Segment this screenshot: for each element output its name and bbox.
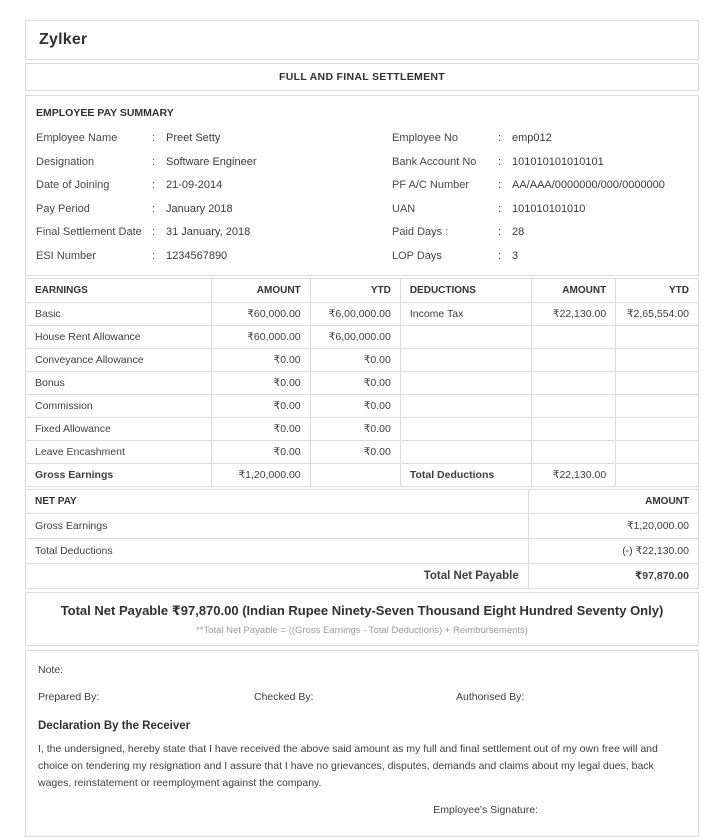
deduction-ytd [616,395,699,418]
field-value: 1234567890 [166,249,228,262]
field-label: Pay Period [36,202,90,215]
table-row [26,441,699,464]
table-row [26,372,699,395]
earning-ytd: ₹6,00,000.00 [310,326,400,349]
field-value: 28 [512,226,525,238]
field-separator [498,203,512,216]
net-pay-header-row [26,490,699,514]
net-pay-item-label: Total Deductions [26,539,529,564]
company-header [25,20,699,60]
field-label: Employee Name [36,132,118,144]
summary-row-uan [392,203,688,216]
summary-row-pf-ac-number [392,179,688,192]
field-separator [498,179,512,192]
earning-amount: ₹0.00 [211,395,310,418]
summary-row-esi-number [36,250,362,263]
summary-row-employee-name [36,132,362,145]
table-totals-row [26,464,699,487]
table-row [26,326,699,349]
net-pay-row [26,539,699,564]
pay-summary-columns [36,132,688,273]
gross-earnings-label: Gross Earnings [26,464,212,487]
deduction-amount [532,372,616,395]
deductions-ytd-header: YTD [616,279,699,303]
earning-ytd: ₹0.00 [310,349,400,372]
net-pay-row [26,514,699,539]
field-label: ESI Number [36,249,96,262]
prepared-by-label: Prepared By: [38,691,100,703]
note-label: Note: [38,664,64,676]
deduction-name: Income Tax [400,303,531,326]
field-value: emp012 [512,132,552,144]
net-pay-header: NET PAY [26,490,529,514]
earning-amount: ₹0.00 [211,418,310,441]
summary-row-lop-days [392,250,688,263]
deduction-ytd [616,418,699,441]
field-separator [152,156,166,169]
field-separator [152,179,166,192]
summary-row-designation [36,156,362,169]
total-net-payable-label: Total Net Payable [26,564,529,589]
gross-earnings-amount: ₹1,20,000.00 [211,464,310,487]
deduction-name [400,418,531,441]
earning-ytd: ₹0.00 [310,372,400,395]
total-deductions-ytd [616,464,699,487]
net-pay-total-row [26,564,699,589]
summary-row-date-of-joining [36,179,362,192]
earning-name: Commission [26,395,212,418]
field-label: Final Settlement Date [36,226,142,238]
earnings-deductions-table [25,278,699,487]
earning-ytd: ₹6,00,000.00 [310,303,400,326]
table-row [26,418,699,441]
earning-name: Bonus [26,372,212,395]
field-value: 101010101010101 [512,155,604,168]
field-separator [498,132,512,145]
table-row [26,349,699,372]
deductions-header: DEDUCTIONS [400,279,531,303]
earning-amount: ₹0.00 [211,349,310,372]
earning-name: Conveyance Allowance [26,349,212,372]
field-label: LOP Days [392,249,442,262]
summary-row-employee-no [392,132,688,145]
total-net-payable-formula: **Total Net Payable = ((Gross Earnings - Total Deductions) + Reimbursements) [196,625,528,636]
declaration-heading: Declaration By the Receiver [38,720,191,732]
summary-row-final-settlement-date [36,226,362,239]
field-label: Employee No [392,132,459,144]
field-value: 21-09-2014 [166,179,223,191]
deduction-ytd [616,326,699,349]
field-separator [152,250,166,263]
earning-name: Fixed Allowance [26,418,212,441]
deduction-amount: ₹22,130.00 [532,303,616,326]
earning-amount: ₹0.00 [211,441,310,464]
field-label: Bank Account No [392,155,477,168]
total-in-words-section [25,592,699,646]
field-label: Designation [36,155,95,168]
field-separator [498,156,512,169]
earning-name: Basic [26,303,212,326]
net-pay-item-amount: (-) ₹22,130.00 [528,539,698,564]
field-value: AA/AAA/0000000/000/0000000 [512,179,665,191]
deductions-amount-header: AMOUNT [532,279,616,303]
deduction-amount [532,395,616,418]
field-value: 3 [512,249,519,262]
total-net-payable-amount: ₹97,870.00 [528,564,698,589]
deduction-name [400,441,531,464]
field-separator [152,203,166,216]
earnings-header: EARNINGS [26,279,212,303]
gross-earnings-ytd [310,464,400,487]
deduction-amount [532,349,616,372]
field-separator [498,250,512,263]
net-pay-item-label: Gross Earnings [26,514,529,539]
earning-name: House Rent Allowance [26,326,212,349]
field-label: PF A/C Number [392,179,470,191]
field-separator [152,226,166,239]
field-value: Preet Setty [166,132,221,144]
company-name: Zylker [39,31,88,48]
deduction-name [400,395,531,418]
field-label: Paid Days : [392,226,449,238]
deduction-ytd [616,441,699,464]
declaration-text: I, the undersigned, hereby state that I have received the above said amount as my full and final settlement out of my own free will and choice on tendering my resignation and I assure that I have no grievances, disputes, demands and claims about my legal dues, back wages, reinstatement or reemployment against the company. [38,743,658,789]
field-separator [498,226,512,239]
field-label: UAN [392,202,416,215]
summary-row-bank-account-no [392,156,688,169]
deduction-amount [532,418,616,441]
pay-summary-heading: EMPLOYEE PAY SUMMARY [36,107,174,119]
deduction-amount [532,326,616,349]
earnings-ytd-header: YTD [310,279,400,303]
field-value: January 2018 [166,202,233,215]
total-deductions-amount: ₹22,130.00 [532,464,616,487]
document-title-bar [25,63,699,91]
table-row [26,303,699,326]
earning-ytd: ₹0.00 [310,395,400,418]
checked-by-label: Checked By: [254,691,314,703]
footer-section [25,650,699,837]
employee-signature-label: Employee's Signature: [433,804,538,816]
field-value: Software Engineer [166,155,257,168]
earnings-amount-header: AMOUNT [211,279,310,303]
deduction-amount [532,441,616,464]
pay-summary-left-column [36,132,362,273]
pay-summary-right-column [362,132,688,273]
total-net-payable-in-words: Total Net Payable ₹97,870.00 (Indian Rupee Ninety-Seven Thousand Eight Hundred Seventy Only) [60,603,664,618]
deduction-name [400,372,531,395]
earning-amount: ₹60,000.00 [211,303,310,326]
settlement-document [25,20,699,837]
employee-pay-summary [25,95,699,276]
total-deductions-label: Total Deductions [400,464,531,487]
earning-amount: ₹0.00 [211,372,310,395]
authorised-by-label: Authorised By: [456,691,525,703]
net-pay-amount-header: AMOUNT [528,490,698,514]
deduction-ytd [616,349,699,372]
field-label: Date of Joining [36,179,110,191]
field-value: 31 January, 2018 [166,226,251,238]
summary-row-paid-days [392,226,688,239]
field-separator [152,132,166,145]
deduction-ytd [616,372,699,395]
earning-name: Leave Encashment [26,441,212,464]
earning-ytd: ₹0.00 [310,418,400,441]
field-value: 101010101010 [512,202,586,215]
earning-amount: ₹60,000.00 [211,326,310,349]
document-title: FULL AND FINAL SETTLEMENT [279,71,445,83]
deduction-name [400,326,531,349]
net-pay-table [25,489,699,589]
net-pay-item-amount: ₹1,20,000.00 [528,514,698,539]
table-row [26,395,699,418]
deduction-name [400,349,531,372]
approval-signatures-row [38,691,686,703]
summary-row-pay-period [36,203,362,216]
table-header-row [26,279,699,303]
earning-ytd: ₹0.00 [310,441,400,464]
deduction-ytd: ₹2,65,554.00 [616,303,699,326]
